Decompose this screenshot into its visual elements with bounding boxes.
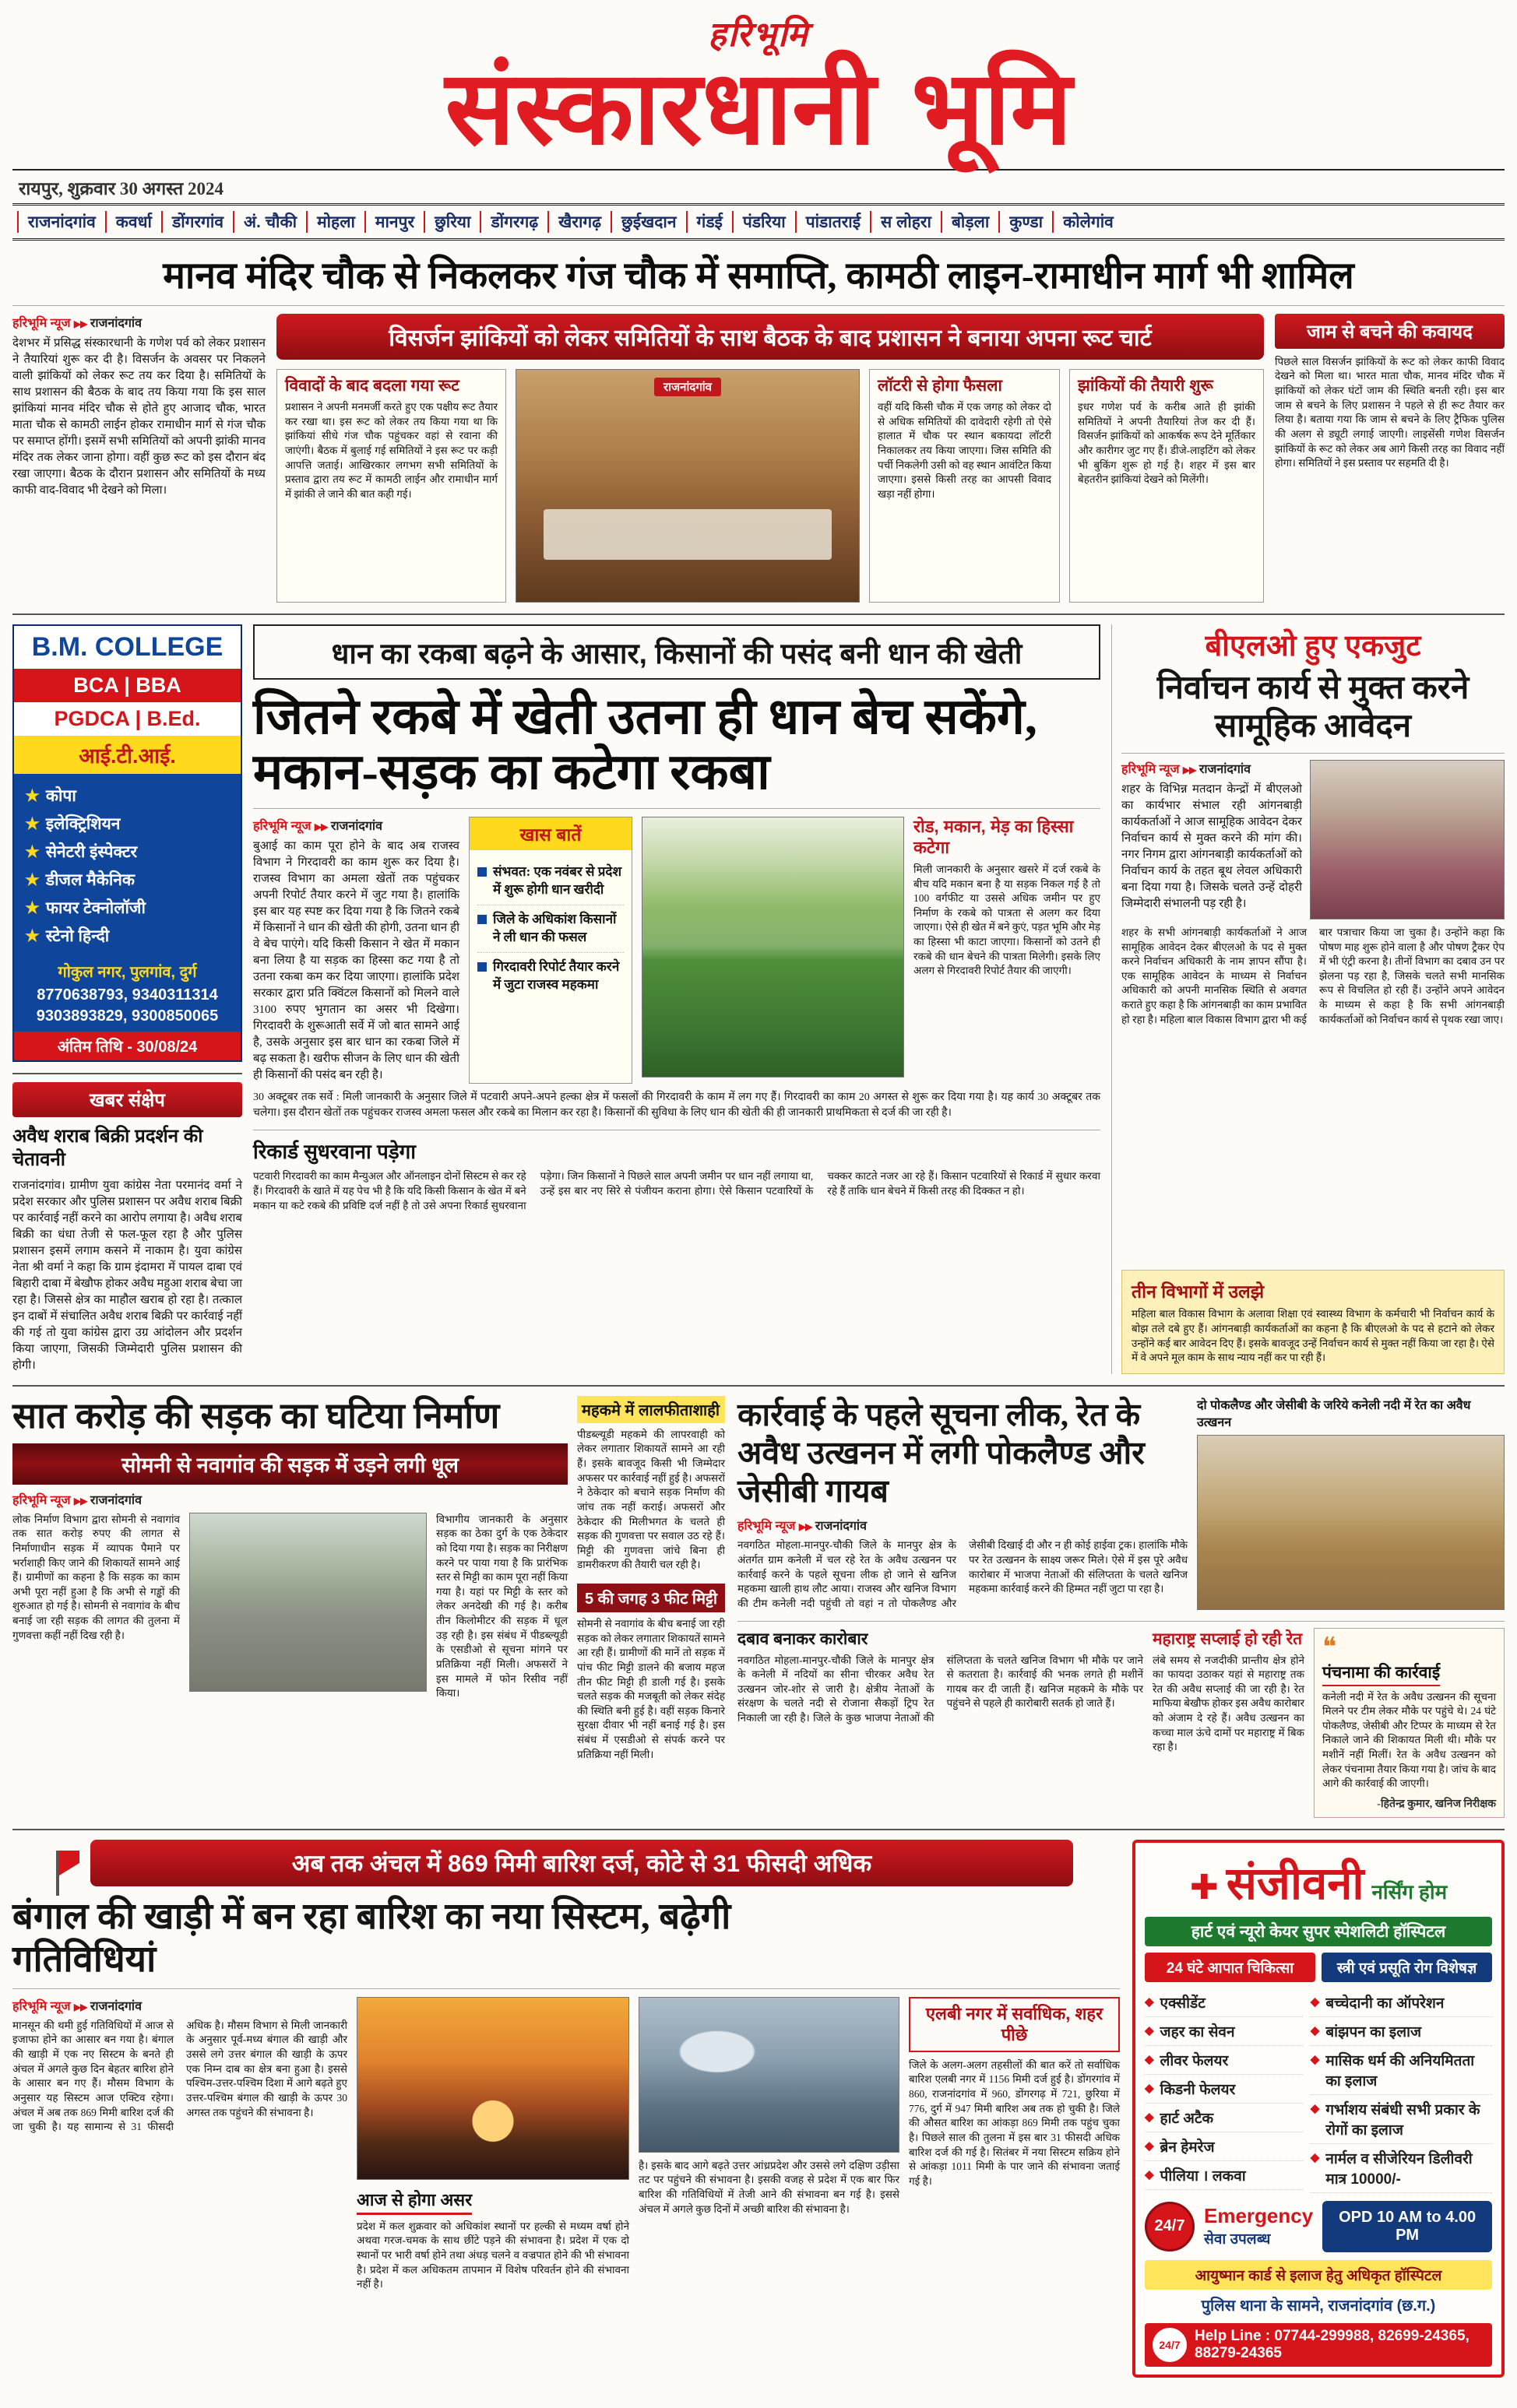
route-changed-body: प्रशासन ने अपनी मनमर्जी करते हुए एक पक्षीय रूट तैयार कर रखा था। इस रूट को लेकर तय किया गया था कि झांकियां सीधे गंज चौक पहुंचकर वहां से रवाना की जाएंगी। बैठक में बुलाई गई समितियों ने इस रूट पर कड़ी आपत्ति जताई। आखिरकार लगभग सभी समितियों के प्रस्ताव द्वारा तय रूट में कामठी लाईन और रामाधीन मार्ग में झांकी ले जाने की बात कही गई। (285, 401, 498, 500)
red-tape-block (577, 1396, 725, 1573)
key-point-item (477, 858, 624, 905)
bm-phones: 8770638793, 9340311314 (37, 986, 218, 1004)
panchnama-title: पंचनामा की कार्रवाई (1322, 1661, 1440, 1686)
byline-brand: हरिभूमि न्यूज (737, 1520, 796, 1534)
service-item (1145, 2161, 1303, 2190)
bm-course-row-1: BCA | BBA (14, 669, 241, 702)
key-point-text: संभवत: एक नवंबर से प्रदेश में शुरू होगी धान खरीदी (493, 864, 622, 898)
road-sub-banner: सोमनी से नवागांव की सड़क में उड़ने लगी धूल (12, 1443, 568, 1485)
three-departments-title: तीन विभागों में उलझे (1132, 1281, 1265, 1302)
service-label: जहर का सेवन (1160, 2023, 1235, 2041)
service-item (1311, 2144, 1492, 2193)
star-icon: ★ (25, 870, 40, 889)
byline (1121, 760, 1302, 777)
blo-text-column (1121, 760, 1302, 919)
paddy-photo-caption: 30 अक्टूबर तक सर्वे : मिली जानकारी के अनुसार जिले में पटवारी अपने-अपने हल्का क्षेत्र में फसलों की गिरदावरी के काम में लग गए हैं। गिरदावरी का काम 20 अगस्त से शुरू कर दिया गया है। यह कार्य 30 अक्टूबर तक चलेगा। इस दौरान खेतों तक पहुंचकर राजस्व अमला फसल और रकबे का मिलान कर रहा है। किसानों की सुविधा के लिए धान की खेती की ही जानकारी प्राथमिकता से दर्ज की जा रही है। (253, 1092, 1100, 1119)
road-content-row (12, 1513, 568, 1701)
location-item: कुण्डा (998, 211, 1052, 233)
story-paddy (253, 624, 1100, 1374)
bm-deadline: अंतिम तिथि - 30/08/24 (14, 1032, 241, 1060)
pressure-block (737, 1628, 1143, 1818)
record-section (253, 1130, 1100, 1213)
medical-cross-icon: ✚ (1189, 1868, 1219, 1907)
service-item (1145, 1988, 1303, 2017)
maharashtra-body: लंबे समय से नजदीकी प्रान्तीय क्षेत्र होने का फायदा उठाकर यहां से महाराष्ट्र तक रेत की अवैध सप्लाई की जा रही है। रेत माफिया बेखौफ होकर इस अवैध कारोबार को अंजाम दे रहे हैं। अवैध उत्खनन का कच्चा माल ऊंचे दामों पर महाराष्ट्र में बिक रहा है। (1153, 1654, 1304, 1753)
service-label: पीलिया । लकवा (1160, 2167, 1246, 2185)
sand-top (737, 1396, 1505, 1612)
hospital-address: पुलिस थाना के सामने, राजनांदगांव (छ.ग.) (1201, 2297, 1436, 2315)
brief-headline: अवैध शराब बिक्री प्रदर्शन की चेतावनी (12, 1125, 203, 1170)
byline-arrows-icon: ▶▶ (314, 821, 328, 833)
service-item (1145, 2017, 1303, 2046)
sanjeevani-hospital-ad (1132, 1840, 1505, 2378)
rain-banner-row (12, 1840, 1120, 1886)
route-center (276, 314, 1264, 603)
location-item: गंडई (686, 211, 732, 233)
location-item: स लोहरा (870, 211, 941, 233)
bm-course-item (25, 894, 230, 922)
location-item: डोंगरगढ़ (480, 211, 547, 233)
story-immersion-route (12, 251, 1505, 603)
soil-block (577, 1584, 725, 1762)
lottery-body: वहीं यदि किसी चौक में एक जगह को लेकर दो से अधिक समितियों की दावेदारी रहेगी तो ऐसे हालात में चौक पर स्थान बकायदा लॉटरी निकालकर तय किया जाएगा। जिस समिति की पर्ची निकलेगी उसी को वह स्थान आवंटित किया जाएगा। इससे किसी तरह का आपसी विवाद खड़ा नहीं होगा। (878, 401, 1051, 500)
bm-course-label: डीजल मैकेनिक (45, 870, 136, 889)
diamond-bullet-icon: ◆ (1310, 2101, 1320, 2115)
blo-kicker: बीएलओ हुए एकजुट (1205, 629, 1421, 663)
soil-body: सोमनी से नवागांव के बीच बनाई जा रही सड़क को लेकर लगातार शिकायतें सामने आ रही हैं। ग्रामीणों की मानें तो सड़क में पांच फीट मिट्टी डालने की बजाय महज तीन फीट मिट्टी ही डाली गई है। इसके चलते सड़क की मजबूती को लेकर संदेह की स्थिति बनी हुई है। वहीं सड़क किनारे सुरक्षा दीवार भी नहीं बनाई गई है। इस संबंध में एसडीओ से संपर्क करने पर प्रतिक्रिया नहीं मिली। (577, 1618, 725, 1760)
story-road (12, 1396, 725, 1818)
paddy-kicker: धान का रकबा बढ़ने के आसार, किसानों की पसंद बनी धान की खेती (253, 624, 1100, 680)
bm-course-list (14, 774, 241, 958)
locations-bar (12, 203, 1505, 241)
service-label: किडनी फेलयर (1160, 2081, 1236, 2098)
paddy-content-row (253, 808, 1100, 1084)
service-item (1145, 2132, 1303, 2161)
three-departments-body: महिला बाल विकास विभाग के अलावा शिक्षा एवं स्वास्थ्य विभाग के कर्मचारी भी निर्वाचन कार्य के बोझ तले दबे हुए हैं। आंगनबाड़ी कार्यकर्ताओं का कहना है कि बीएलओ के पद से हटाने को लेकर उन्होंने कई बार आवेदन दिए हैं। इसके बावजूद उन्हें निर्वाचन कार्य से मुक्त नहीं किया जा रहा है। ऐसे में वे अपने मूल काम के साथ न्याय नहीं कर पा रही हैं। (1132, 1308, 1494, 1364)
left-sidebar (12, 624, 242, 1374)
byline (12, 314, 266, 331)
lottery-title: लॉटरी से होगा फैसला (878, 376, 1002, 395)
byline (737, 1517, 1188, 1534)
key-point-item (477, 905, 624, 953)
route-changed-box (276, 369, 506, 603)
route-sub-banner: विसर्जन झांकियों को लेकर समितियों के साथ बैठक के बाद प्रशासन ने बनाया अपना रूट चार्ट (276, 314, 1264, 360)
rain-cloud-column (639, 1997, 899, 2292)
paddy-headline: जितने रकबे में खेती उतना ही धान बेच सकेंगे, मकान-सड़क का कटेगा रकबा (253, 688, 1037, 800)
byline-place: राजनांदगांव (90, 316, 142, 330)
service-item (1311, 2017, 1492, 2046)
rain-headline: बंगाल की खाड़ी में बन रहा बारिश का नया सिस्टम, बढ़ेगी गतिविधियां (12, 1896, 731, 1981)
blo-headline: निर्वाचन कार्य से मुक्त करने सामूहिक आवेदन (1156, 670, 1469, 745)
route-article-column (12, 314, 266, 603)
byline-brand: हरिभूमि न्यूज (12, 1493, 71, 1507)
rain-middle-column (357, 1997, 629, 2292)
hospital-subtitle: हार्ट एवं न्यूरो केयर सुपर स्पेशलिटी हॉस्पिटल (1145, 1917, 1492, 1946)
route-grid (12, 305, 1505, 603)
cut-title: रोड, मकान, मेड़ का हिस्सा कटेगा (913, 817, 1074, 857)
sand-photo-block (1197, 1396, 1505, 1612)
star-icon: ★ (25, 842, 40, 861)
location-item: कोलेगांव (1052, 211, 1123, 233)
service-label: एक्सीडेंट (1160, 1995, 1206, 2012)
hospital-header (1145, 1851, 1492, 1912)
rain-body-text-1: मानसून की थमी हुई गतिविधियों में आज से इजाफा होने का आसार बन गया है। बंगाल की खाड़ी में एक नए सिस्टम के बनते ही अंचल में अगले कुछ दिन बेहतर बारिश होने के आसार बन गए हैं। मौसम विभाग के अनुसार यह सिस्टम आज एक्टिव रहेगा। अंचल में अब तक 869 मिमी बारिश दर्ज की जा चुकी है। यह सामान्य से 31 फीसदी अधिक है। मौसम विभाग से मिली जानकारी के अनुसार पूर्व-मध्य बंगाल की खाड़ी और उससे लगे उत्तर बंगाल की खाड़ी के ऊपर एक निम्न दाब का क्षेत्र बना हुआ है। इससे पश्चिम-उत्तर-पश्चिम दिशा में आगे बढ़ते हुए उत्तर-पश्चिम बंगाल की खाड़ी के ऊपर 30 अगस्त तक पहुंचने की संभावना है। (12, 2019, 347, 2133)
sand-bottom (737, 1621, 1505, 1818)
route-row (276, 369, 1264, 603)
location-item: छुरिया (424, 211, 480, 233)
bm-course-item (25, 866, 230, 894)
quote-icon: ❝ (1322, 1633, 1337, 1662)
hospital-name: संजीवनी (1226, 1858, 1364, 1909)
service-label: बांझपन का इलाज (1325, 2023, 1422, 2041)
ayushman-note: आयुष्मान कार्ड से इलाज हेतु अधिकृत हॉस्पिटल (1145, 2260, 1492, 2290)
pressure-body: नवगठित मोहला-मानपुर-चौकी जिले के मानपुर क्षेत्र के कनेली में नदियों का सीना चीरकर अवैध रेत उत्खनन जोर-शोर से जारी है। क्षेत्रीय नेताओं के संरक्षण के चलते नदी से रोजाना सैकड़ों ट्रिप रेत निकाली जा रही है। जिले के कुछ भाजपा नेताओं की संलिप्तता के चलते खनिज विभाग भी मौके पर जाने से कतराता है। कार्रवाई की भनक लगते ही मशीनें गायब कर दी जाती हैं। खनिज महकमे के मौके पर पहुंचने से पहले ही कारोबारी सतर्क हो जाते हैं। (737, 1654, 1143, 1724)
record-title: रिकार्ड सुधरवाना पड़ेगा (253, 1140, 417, 1164)
red-tape-body: पीडब्ल्यूडी महकमे की लापरवाही को लेकर लगातार शिकायतें सामने आ रही हैं। इसके बावजूद किसी भी जिम्मेदार अफसर पर कार्रवाई नहीं हुई है। अफसरों ने ठेकेदार को बचाने सड़क निर्माण की जांच तक नहीं कराई। अफसरों और ठेकेदार की मिलीभगत के चलते ही सड़क की गुणवत्ता पर सवाल उठ रहे हैं। मिट्टी की गुणवत्ता जांचे बिना ही डामरीकरण की तैयारी चल रही है। (577, 1428, 725, 1571)
diamond-bullet-icon: ◆ (1145, 2110, 1154, 2124)
meeting-photo (516, 369, 860, 603)
publisher-logo: हरिभूमि (708, 16, 809, 54)
maharashtra-block (1153, 1628, 1304, 1818)
location-item: कवर्धा (105, 211, 161, 233)
diamond-bullet-icon: ◆ (1145, 2052, 1154, 2066)
emergency-labels (1204, 2204, 1313, 2248)
service-item (1311, 2095, 1492, 2144)
bm-phones-2: 9303893829, 9300850065 (36, 1007, 219, 1025)
byline (12, 1491, 568, 1508)
emergency-care-header: 24 घंटे आपात चिकित्सा (1145, 1953, 1315, 1982)
byline-brand: हरिभूमि न्यूज (1121, 762, 1180, 776)
bm-course-label: फायर टेक्नोलॉजी (45, 898, 146, 917)
bm-college-name: B.M. COLLEGE (14, 626, 241, 669)
byline-place: राजनांदगांव (330, 820, 382, 834)
byline-arrows-icon: ▶▶ (798, 1521, 812, 1533)
byline-place: राजनांदगांव (1198, 762, 1251, 776)
key-point-text: गिरदावरी रिपोर्ट तैयार करने में जुटा राजस्व महकमा (493, 958, 620, 992)
service-label: ब्रेन हेमरेज (1160, 2139, 1215, 2156)
middle-band (12, 613, 1505, 1374)
sand-headline: कार्रवाई के पहले सूचना लीक, रेत के अवैध उत्खनन में लगी पोकलैण्ड और जेसीबी गायब (737, 1396, 1145, 1510)
byline-brand: हरिभूमि न्यूज (12, 316, 71, 330)
red-tape-title: महकमे में लालफीताशाही (577, 1396, 725, 1423)
service-item (1311, 2046, 1492, 2095)
dateline: रायपुर, शुक्रवार 30 अगस्त 2024 (12, 169, 1505, 203)
24-7-badge: 24/7 (1145, 2202, 1195, 2252)
bullet-square-icon (477, 962, 487, 972)
news-briefs-title: खबर संक्षेप (12, 1082, 242, 1117)
lower-band (12, 1385, 1505, 1818)
road-side-column (577, 1396, 725, 1818)
paddy-text-column (253, 817, 459, 1084)
jam-title: जाम से बचने की कवायद (1275, 314, 1505, 349)
photo-label: राजनांदगांव (654, 378, 721, 396)
emergency-row (1145, 2201, 1492, 2252)
excavation-photo (1197, 1435, 1505, 1610)
blo-group-photo (1310, 760, 1505, 919)
24-7-badge-small: 24/7 (1153, 2328, 1187, 2362)
lb-nagar-title: एलबी नगर में सर्वाधिक, शहर पीछे (909, 1997, 1120, 2052)
sand-photo-caption: दो पोकलैण्ड और जेसीबी के जरिये कनेली नदी में रेत का अवैध उत्खनन (1197, 1398, 1471, 1429)
byline (253, 817, 459, 834)
panchnama-body: कनेली नदी में रेत के अवैध उत्खनन की सूचना मिलने पर टीम लेकर मौके पर पहुंचे थे। 24 घंटे पोकलैण्ड, जेसीबी और टिप्पर के माध्यम से रेत निकाले जाने की शिकायत मिली थी। मौके पर मशीनें नहीं मिलीं। रेत के अवैध उत्खनन को लेकर पंचनामा तैयार किया गया है। जांच के बाद आगे की कार्रवाई की जाएगी। (1322, 1690, 1496, 1790)
bm-course-item (25, 922, 230, 950)
road-photo (189, 1513, 427, 1692)
jam-column (1275, 314, 1505, 603)
jam-body: पिछले साल विसर्जन झांकियों के रूट को लेकर काफी विवाद देखने को मिला था। भारत माता चौक, मानव मंदिर चौक में झांकियों को लेकर घंटों जाम की स्थिति बनती रही। इस बार जाम से बचने के लिए प्रशासन ने पहले से ही रूट तैयार कर लिया है। बताया गया कि जाम से बचने के लिए ट्रैफिक पुलिस की अलग से ड्यूटी लगाई जाएगी। लाइसेंसी गणेश विसर्जन झांकियों के रूट को लेकर अब आगे किसी तरह का विवाद नहीं होगा। समितियों ने इस प्रस्ताव पर सहमति दी है। (1275, 355, 1505, 469)
three-departments-box (1121, 1270, 1505, 1374)
service-label: गर्भाशय संबंधी सभी प्रकार के रोगों का इलाज (1325, 2101, 1480, 2139)
byline-arrows-icon: ▶▶ (73, 2001, 87, 2013)
cut-body: मिली जानकारी के अनुसार खसरे में दर्ज रकबे के बीच यदि मकान बना है या सड़क निकल गई है तो 100 वर्गफीट या उससे अधिक जमीन पर हुए निर्माण के रकबे को पात्रता से अलग कर दिया जाएगा। ऐसे ही खेत में बने कुएं, पड़त भूमि और मेड़ का हिस्सा भी काटा जाएगा। किसानों को उतने ही रकबे की धान बेचने की पात्रता मिलेगी। इसके लिए अलग से गिरदावरी रिपोर्ट तैयार की जाएगी। (913, 863, 1100, 977)
prep-box (1069, 369, 1264, 603)
service-item (1145, 2075, 1303, 2104)
news-briefs (12, 1073, 242, 1374)
blo-body-text-2: शहर के सभी आंगनबाड़ी कार्यकर्ताओं ने आज सामूहिक आवेदन देकर बीएलओ के पद से मुक्त करने निर्वाचन अधिकारी के नाम ज्ञापन सौंपा है। एक सामूहिक आवेदन के माध्यम से निर्वाचन अधिकारी को अपनी मानसिक स्थिति से अवगत कराते हुए कहा है कि आंगनबाड़ी का काम प्रभावित हो रहा है। महिला बाल विकास विभाग द्वारा भी कई बार पत्राचार किया जा चुका है। उन्होंने कहा कि पोषण माह शुरू होने वाला है और पोषण ट्रैकर ऐप में भी एंट्री करना है। तीनों विभाग का दबाव उन पर झेलना पड़ रहा है, जिसके चलते सभी मानसिक रूप से विचलित हो रही हैं। उन्होंने अपने आवेदन के माध्यम से कहा है कि सभी आंगनबाड़ी कार्यकर्ताओं को निर्वाचन कार्य से पृथक रखा जाए। (1121, 926, 1505, 1025)
blo-content-row (1121, 753, 1505, 919)
route-headline: मानव मंदिर चौक से निकलकर गंज चौक में समाप्ति, कामठी लाइन-रामाधीन मार्ग भी शामिल (163, 255, 1354, 297)
clouds-photo (639, 1997, 899, 2153)
diamond-bullet-icon: ◆ (1310, 2150, 1320, 2164)
flag-icon (59, 1851, 79, 1875)
lb-nagar-body: जिले के अलग-अलग तहसीलों की बात करें तो सर्वाधिक बारिश एलबी नगर में 1156 मिमी दर्ज हुई है। डोंगरगांव में 860, राजनांदगांव में 960, डोंगरगढ़ में 721, छुरिया में 776, दुर्ग में 947 मिमी बारिश अब तक हो चुकी है। जिले की औसत बारिश का आंकड़ा 869 मिमी तक पहुंच चुका है। पिछले साल की तुलना में इस बार 31 फीसदी अधिक बारिश दर्ज की गई है। सितंबर में नया सिस्टम सक्रिय होने से आंकड़ा 1011 मिमी के पार जाने की संभावना जताई गई है। (909, 2058, 1120, 2187)
bm-course-item (25, 838, 230, 866)
bm-course-label: इलेक्ट्रिशियन (45, 814, 121, 833)
gynecology-header: स्त्री एवं प्रसूति रोग विशेषज्ञ (1322, 1953, 1492, 1982)
star-icon: ★ (25, 898, 40, 917)
key-points-list (470, 850, 632, 1007)
maharashtra-title: महाराष्ट्र सप्लाई हो रही रेत (1153, 1629, 1303, 1648)
bm-college-ad (12, 624, 242, 1062)
location-item: राजनांदगांव (17, 211, 105, 233)
helpline-numbers: Help Line : 07744-299988, 82699-24365, 88279-24365 (1195, 2327, 1469, 2361)
byline-place: राजनांदगांव (90, 1493, 142, 1507)
road-headline: सात करोड़ की सड़क का घटिया निर्माण (12, 1395, 500, 1436)
bullet-square-icon (477, 867, 487, 877)
photo-detail (544, 509, 832, 561)
page-title: संस्कारधानी भूमि (445, 47, 1072, 168)
paddy-field-photo (642, 817, 904, 1077)
service-label: मासिक धर्म की अनियमितता का इलाज (1325, 2052, 1475, 2090)
rain-text-column (12, 1997, 347, 2292)
key-points-title: खास बातें (470, 817, 632, 850)
byline-place: राजनांदगांव (815, 1520, 867, 1534)
diamond-bullet-icon: ◆ (1145, 2023, 1154, 2037)
prep-body: इधर गणेश पर्व के करीब आते ही झांकी समितियों ने अपनी तैयारियां तेज कर दी हैं। विसर्जन झांकियों को आकर्षक रूप देने मूर्तिकार और कारीगर जुट गए हैं। डीजे-लाइटिंग को लेकर भी बुकिंग शुरू हो गई है। शहर में इस बार बेहतरीन झांकियां देखने को मिलेंगी। (1078, 401, 1255, 486)
bullet-square-icon (477, 915, 487, 924)
emergency-service-list (1145, 1988, 1303, 2193)
location-item: पंडरिया (732, 211, 795, 233)
paddy-body-text: बुआई का काम पूरा होने के बाद अब राजस्व विभाग ने गिरदावरी का काम शुरू कर दिया है। राजस्व विभाग का अमला खेतों तक पहुंचकर अपनी रिपोर्ट तैयार करने में जुट गया है। हालांकि इस बार यह स्पष्ट कर दिया गया है कि जितने रकबे में किसानों ने धान की खेती की होगी, उतना धान ही वे बेच पाएंगे। यदि किसी किसान ने खेत में मकान बना लिया है या सड़क का हिस्सा कट गया है तो उतना रकबा कम कर दिया जाएगा। हालांकि प्रदेश सरकार द्वारा प्रति क्विंटल किसानों को मिलने वाले 3100 रुपए भुगतान का असर भी दिखेगा। गिरदावरी के शुरूआती सर्वे में जो बात सामने आई है, उसके अनुसार इस बार धान का रकबा जिले में बढ़ सकता है। खरीफ सीजन के लिए धान की खेती ही किसानों की पसंद बन रही है। (253, 840, 459, 1082)
route-changed-title: विवादों के बाद बदला गया रूट (285, 376, 459, 395)
gynecology-service-list (1311, 1988, 1492, 2193)
prep-title: झांकियों की तैयारी शुरू (1078, 376, 1213, 395)
road-main (12, 1396, 568, 1818)
effect-title: आज से होगा असर (357, 2188, 472, 2215)
bm-course-item (25, 782, 230, 810)
diamond-bullet-icon: ◆ (1145, 2167, 1154, 2181)
location-item: छुईखदान (611, 211, 685, 233)
diamond-bullet-icon: ◆ (1310, 1995, 1320, 2009)
location-item: डोंगरगांव (161, 211, 233, 233)
hospital-type: नर्सिंग होम (1371, 1879, 1448, 1904)
key-point-item (477, 953, 624, 1000)
diamond-bullet-icon: ◆ (1310, 2023, 1320, 2037)
service-label: हार्ट अटैक (1160, 2110, 1214, 2127)
key-point-text: जिले के अधिकांश किसानों ने ली धान की फसल (493, 912, 617, 944)
story-sand (737, 1396, 1505, 1818)
lottery-box (869, 369, 1060, 603)
story-blo (1111, 624, 1505, 1374)
hospital-services (1145, 1988, 1492, 2193)
road-banner-wrap (12, 1443, 568, 1485)
blo-body-text-1: शहर के विभिन्न मतदान केन्द्रों में बीएलओ का कार्यभार संभाल रही आंगनबाड़ी कार्यकर्ताओं ने आज सामूहिक आवेदन देकर निर्वाचन कार्य से मुक्त करने की मांग की। नगर निगम द्वारा आंगनबाड़ी कार्यकर्ताओं को निर्वाचन कार्य के तहत बूथ लेवल अधिकारी बना दिया गया है। जिसके चलते उन्हें दोहरी जिम्मेदारी संभालनी पड़ रही है। (1121, 782, 1302, 910)
location-item: पांडातराई (795, 211, 870, 233)
panchnama-box (1314, 1628, 1505, 1818)
rain-body-text-2: है। इसके बाद आगे बढ़ते उत्तर आंध्रप्रदेश और उससे लगे दक्षिण उड़ीसा तट पर पहुंचने की संभावना है। इसकी वजह से प्रदेश में एक बार फिर बारिश की गतिविधियों में तेजी आने की संभावना बन गई है। इससे अंचल में अगले कुछ दिनों में अच्छी बारिश की संभावना है। (639, 2159, 899, 2215)
rain-content-row (12, 1988, 1120, 2292)
diamond-bullet-icon: ◆ (1145, 2081, 1154, 2095)
location-item: मोहला (306, 211, 364, 233)
emergency-label: Emergency (1204, 2204, 1314, 2228)
route-body-text: देशभर में प्रसिद्ध संस्कारधानी के गणेश पर्व को लेकर प्रशासन ने तैयारियां शुरू कर दी है। विसर्जन के अवसर पर निकलने वाली झांकियों को लेकर रूट तय कर दिया है। समितियों के साथ प्रशासन की बैठक के बाद तय किया गया कि इस साल झांकियां मानव मंदिर चौक से होते हुए आजाद चौक, भारत माता चौक से कामठी लाईन होकर रामाधीन मार्ग से गंज चौक पर समाप्त होंगी। इसमें सभी समितियों को अपनी झांकी मानव मंदिर तक लेकर जाना होगा। वहीं कुछ रूट को इस दौरान बंद रखा जाएगा। बैठक के दौरान प्रशासन और समितियों के मध्य काफी वाद-विवाद भी देखने को मिला। (12, 336, 266, 497)
byline-arrows-icon: ▶▶ (73, 1495, 87, 1506)
pressure-title: दबाव बनाकर कारोबार (737, 1629, 868, 1648)
bm-address: गोकुल नगर, पुलगांव, दुर्ग (58, 963, 197, 981)
service-label: लीवर फेलयर (1160, 2052, 1229, 2069)
helpline-bar (1145, 2323, 1492, 2367)
effect-body: प्रदेश में कल शुक्रवार को अधिकांश स्थानों पर हल्की से मध्यम वर्षा होने अथवा गरज-चमक के साथ छींटे पड़ने की संभावना है। प्रदेश में एक दो स्थानों पर भारी वर्षा होने तथा अंधड़ चलने व वज्रपात होने की भी संभावना है। प्रदेश में कल अधिकतम तापमान में विशेष परिवर्तन होने की संभावना नहीं है। (357, 2220, 629, 2290)
location-item: अं. चौकी (233, 211, 306, 233)
service-item (1311, 1988, 1492, 2017)
bm-course-row-2: PGDCA | B.Ed. (14, 702, 241, 736)
diamond-bullet-icon: ◆ (1145, 2139, 1154, 2153)
byline-place: राजनांदगांव (90, 1999, 142, 2013)
bm-course-label: स्टेनो हिन्दी (45, 926, 110, 945)
sand-body-text: नवगठित मोहला-मानपुर-चौकी जिले के मानपुर क्षेत्र के अंतर्गत ग्राम कनेली में चल रहे रेत के अवैध उत्खनन पर कार्रवाई करने के पहले सूचना लीक हो जाने से खनिज महकमा खाली हाथ लौट आया। राजस्व और खनिज विभाग की टीम कनेली नदी पहुंची तो वहां न तो पोकलैण्ड और जेसीबी दिखाई दी और न ही कोई हाईवा ट्रक। हालांकि मौके पर रेत उत्खनन के साक्ष्य जरूर मिले। ऐसे में इस पूरे अवैध कारोबार में भाजपा नेताओं की संलिप्तता के चलते खनिज महकमा कार्रवाई करने की हिम्मत नहीं जुटा पा रहा है। (737, 1539, 1188, 1609)
star-icon: ★ (25, 814, 40, 833)
star-icon: ★ (25, 786, 40, 805)
star-icon: ★ (25, 926, 40, 945)
byline (12, 1997, 347, 2014)
bm-course-item (25, 810, 230, 838)
byline-brand: हरिभूमि न्यूज (12, 1999, 71, 2013)
diamond-bullet-icon: ◆ (1310, 2052, 1320, 2066)
rainfall-figures-column (909, 1997, 1120, 2292)
soil-title: 5 की जगह 3 फीट मिट्टी (577, 1584, 725, 1612)
service-label: बच्चेदानी का ऑपरेशन (1325, 1995, 1445, 2012)
diamond-bullet-icon: ◆ (1145, 1995, 1154, 2009)
bm-course-label: कोपा (45, 786, 76, 805)
rain-banner: अब तक अंचल में 869 मिमी बारिश दर्ज, कोटे से 31 फीसदी अधिक (90, 1840, 1073, 1886)
service-available-label: सेवा उपलब्ध (1204, 2231, 1271, 2248)
sand-text-block (737, 1396, 1188, 1612)
opd-hours: OPD 10 AM to 4.00 PM (1322, 2201, 1492, 2252)
bottom-band (12, 1829, 1505, 2378)
byline-arrows-icon: ▶▶ (1182, 764, 1196, 775)
panchnama-attribution: -हितेन्द्र कुमार, खनिज निरीक्षक (1377, 1798, 1496, 1810)
byline-brand: हरिभूमि न्यूज (253, 820, 311, 834)
location-item: बोड़ला (941, 211, 998, 233)
key-points-box (469, 817, 632, 1084)
service-item (1145, 2104, 1303, 2132)
hospital-columns-header (1145, 1953, 1492, 1982)
record-body: पटवारी गिरदावरी का काम मैन्युअल और ऑनलाइन दोनों सिस्टम से कर रहे हैं। गिरदावरी के खाते में यह पेच भी है कि यदि किसी किसान के खेत में बने मकान या कटे रकबे की प्रविष्टि दर्ज नहीं है तो उसे अपना रिकार्ड सुधरवाना पड़ेगा। जिन किसानों ने पिछले साल अपनी जमीन पर धान नहीं लगाया था, उन्हें इस बार नए सिरे से पंजीयन कराना होगा। ऐसे किसान पटवारियों के चक्कर काटते नजर आ रहे हैं। किसान पटवारियों से रिकार्ड में सुधार करवा रहे हैं ताकि धान बेचने में किसी तरह की दिक्कत न हो। (253, 1170, 1100, 1211)
masthead (12, 9, 1505, 203)
byline-arrows-icon: ▶▶ (73, 318, 87, 329)
service-label: नार्मल व सीजेरियन डिलीवरी मात्र 10000/- (1325, 2150, 1473, 2188)
bm-course-label: सेनेटरी इंस्पेक्टर (45, 842, 138, 861)
story-rain (12, 1840, 1120, 2378)
road-body-text-2: विभागीय जानकारी के अनुसार सड़क का ठेका दुर्ग के एक ठेकेदार को दिया गया है। सड़क का निरीक्षण करने पर पाया गया है कि प्रारंभिक स्तर से मिट्टी का काम पूरा नहीं किया गया है। यहां पर मिट्टी के स्तर को लेकर अनदेखी की गई है। करीब तीन किलोमीटर की सड़क में धूल उड़ रही है। इस संबंध में पीडब्ल्यूडी के एसडीओ से सूचना मांगने पर प्रतिक्रिया नहीं मिली। अफसरों ने इस मामले में फोन रिसीव नहीं किया। (436, 1513, 568, 1700)
cut-column (913, 817, 1100, 1084)
brief-body: राजनांदगांव। ग्रामीण युवा कांग्रेस नेता परमानंद वर्मा ने प्रदेश सरकार और पुलिस प्रशासन पर अवैध शराब बिक्री पर कार्रवाई नहीं करने का आरोप लगाया है। अवैध शराब बिक्री का धंधा तेजी से फल-फूल रहा है और पुलिस प्रशासन इसमें लगाम कसने में नाकाम है। युवा कांग्रेस नेता श्री वर्मा ने कहा कि ग्राम इंदामरा में पायल दाबा एवं बिहारी दाबा में बेखौफ होकर अवैध महुआ शराब बेचा जा रहा है। जिससे क्षेत्र का माहौल खराब हो रहा है। तत्काल इन दाबों में संचालित अवैध शराब बिक्री पर कार्रवाई नहीं की गई तो युवा कांग्रेस द्वारा उग्र आंदोलन और प्रदर्शन किया जाएगा, जिसकी जिम्मेदारी पुलिस प्रशासन की होगी। (12, 1179, 242, 1372)
service-item (1145, 2046, 1303, 2075)
bm-course-row-3: आई.टी.आई. (14, 736, 241, 774)
location-item: खैरागढ़ (547, 211, 611, 233)
road-body-text-1: लोक निर्माण विभाग द्वारा सोमनी से नवागांव तक सात करोड़ रुपए की लागत से निर्माणाधीन सड़क में व्यापक पैमाने पर भर्राशाही किए जाने की शिकायतें सामने आई हैं। ग्रामीणों का कहना है कि सड़क का काम अभी पूरा नहीं हुआ है कि अभी से गड्ढों की शुरुआत हो गई है। सोमनी से नवागांव के बीच बनाई जा रही सड़क की लागत की तुलना में गुणवत्ता कहीं नहीं दिख रही है। (12, 1513, 180, 1641)
location-item: मानपुर (364, 211, 424, 233)
sunset-photo (357, 1997, 629, 2180)
